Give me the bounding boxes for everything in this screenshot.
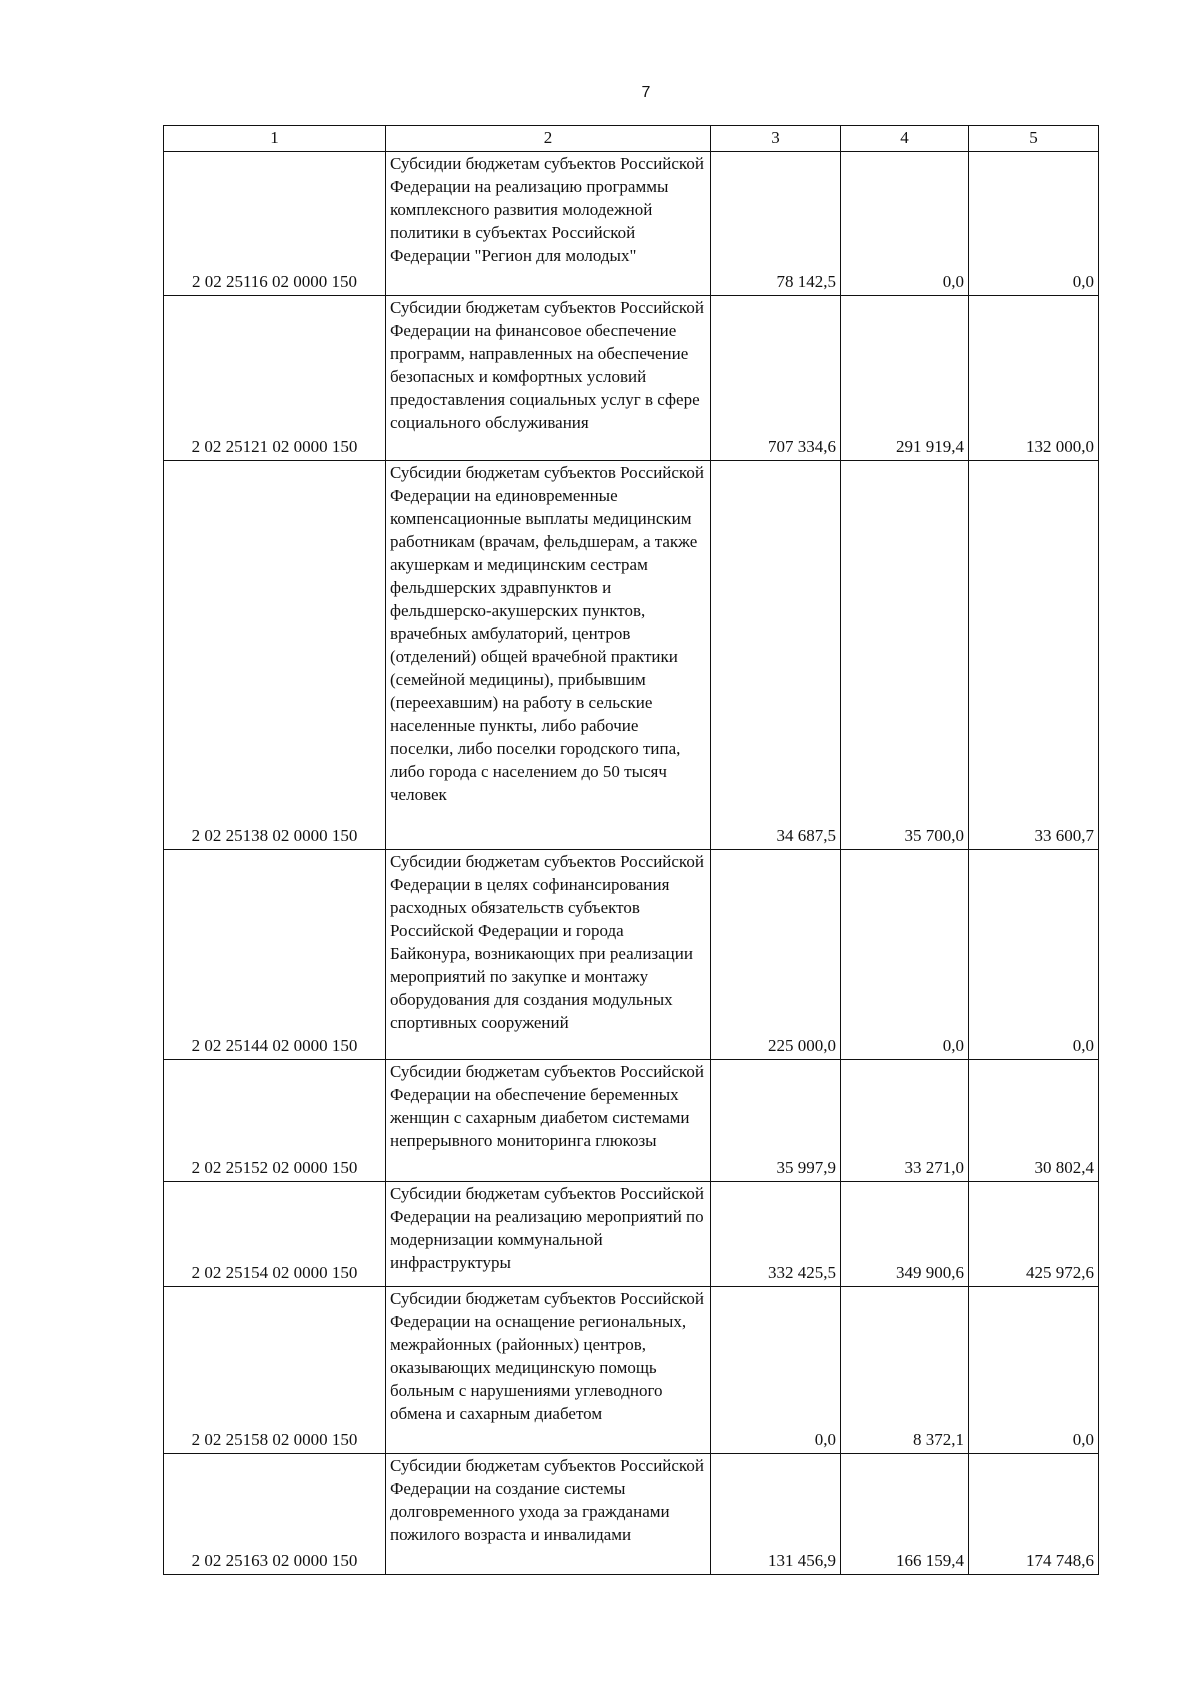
budget-code: 2 02 25152 02 0000 150 <box>164 1060 386 1182</box>
table-row <box>164 296 1099 461</box>
value-col-3: 78 142,5 <box>711 152 841 296</box>
row-description: Субсидии бюджетам субъектов Российской Федерации на финансовое обеспечение программ, направленных на обеспечение безопасных и комфортных условий предоставления социальных услуг в сфере социального обслуживания <box>386 296 711 461</box>
budget-code: 2 02 25116 02 0000 150 <box>164 152 386 296</box>
value-col-5: 425 972,6 <box>969 1182 1099 1287</box>
budget-code: 2 02 25163 02 0000 150 <box>164 1454 386 1575</box>
header-col-4: 4 <box>841 126 969 152</box>
header-col-5: 5 <box>969 126 1099 152</box>
value-col-4: 35 700,0 <box>841 461 969 850</box>
table-row <box>164 461 1099 850</box>
value-col-4: 0,0 <box>841 152 969 296</box>
value-col-5: 174 748,6 <box>969 1454 1099 1575</box>
page-number: 7 <box>641 84 651 101</box>
value-col-5: 30 802,4 <box>969 1060 1099 1182</box>
row-description: Субсидии бюджетам субъектов Российской Федерации на единовременные компенсационные выплаты медицинским работникам (врачам, фельдшерам, а также акушеркам и медицинским сестрам фельдшерских здравпунктов и фельдшерско-акушерских пунктов, врачебных амбулаторий, центров (отделений) общей врачебной практики (семейной медицины), прибывшим (переехавшим) на работу в сельские населенные пункты, либо рабочие поселки, либо поселки городского типа, либо города с населением до 50 тысяч человек <box>386 461 711 850</box>
budget-code: 2 02 25138 02 0000 150 <box>164 461 386 850</box>
value-col-3: 35 997,9 <box>711 1060 841 1182</box>
row-description: Субсидии бюджетам субъектов Российской Федерации на оснащение региональных, межрайонных (районных) центров, оказывающих медицинскую помощь больным с нарушениями углеводного обмена и сахарным диабетом <box>386 1287 711 1454</box>
value-col-4: 291 919,4 <box>841 296 969 461</box>
row-description: Субсидии бюджетам субъектов Российской Федерации в целях софинансирования расходных обязательств субъектов Российской Федерации и города Байконура, возникающих при реализации мероприятий по закупке и монтажу оборудования для создания модульных спортивных сооружений <box>386 850 711 1060</box>
table-row <box>164 1454 1099 1575</box>
header-col-1: 1 <box>164 126 386 152</box>
row-description: Субсидии бюджетам субъектов Российской Федерации на реализацию мероприятий по модернизации коммунальной инфраструктуры <box>386 1182 711 1287</box>
value-col-4: 349 900,6 <box>841 1182 969 1287</box>
budget-code: 2 02 25121 02 0000 150 <box>164 296 386 461</box>
value-col-5: 33 600,7 <box>969 461 1099 850</box>
budget-code: 2 02 25154 02 0000 150 <box>164 1182 386 1287</box>
value-col-4: 0,0 <box>841 850 969 1060</box>
header-col-3: 3 <box>711 126 841 152</box>
row-description: Субсидии бюджетам субъектов Российской Федерации на обеспечение беременных женщин с сахарным диабетом системами непрерывного мониторинга глюкозы <box>386 1060 711 1182</box>
header-col-2: 2 <box>386 126 711 152</box>
value-col-3: 332 425,5 <box>711 1182 841 1287</box>
table-row <box>164 850 1099 1060</box>
header-row <box>164 126 1099 152</box>
value-col-3: 707 334,6 <box>711 296 841 461</box>
value-col-5: 0,0 <box>969 152 1099 296</box>
budget-table <box>163 125 1099 1575</box>
row-description: Субсидии бюджетам субъектов Российской Федерации на создание системы долговременного ухода за гражданами пожилого возраста и инвалидами <box>386 1454 711 1575</box>
table-row <box>164 1060 1099 1182</box>
table-row <box>164 1287 1099 1454</box>
value-col-4: 8 372,1 <box>841 1287 969 1454</box>
value-col-4: 166 159,4 <box>841 1454 969 1575</box>
value-col-3: 131 456,9 <box>711 1454 841 1575</box>
value-col-4: 33 271,0 <box>841 1060 969 1182</box>
value-col-5: 0,0 <box>969 1287 1099 1454</box>
value-col-5: 132 000,0 <box>969 296 1099 461</box>
table-row <box>164 152 1099 296</box>
table-row <box>164 1182 1099 1287</box>
row-description: Субсидии бюджетам субъектов Российской Федерации на реализацию программы комплексного развития молодежной политики в субъектах Российской Федерации "Регион для молодых" <box>386 152 711 296</box>
value-col-3: 34 687,5 <box>711 461 841 850</box>
budget-code: 2 02 25158 02 0000 150 <box>164 1287 386 1454</box>
value-col-3: 0,0 <box>711 1287 841 1454</box>
value-col-3: 225 000,0 <box>711 850 841 1060</box>
budget-code: 2 02 25144 02 0000 150 <box>164 850 386 1060</box>
value-col-5: 0,0 <box>969 850 1099 1060</box>
